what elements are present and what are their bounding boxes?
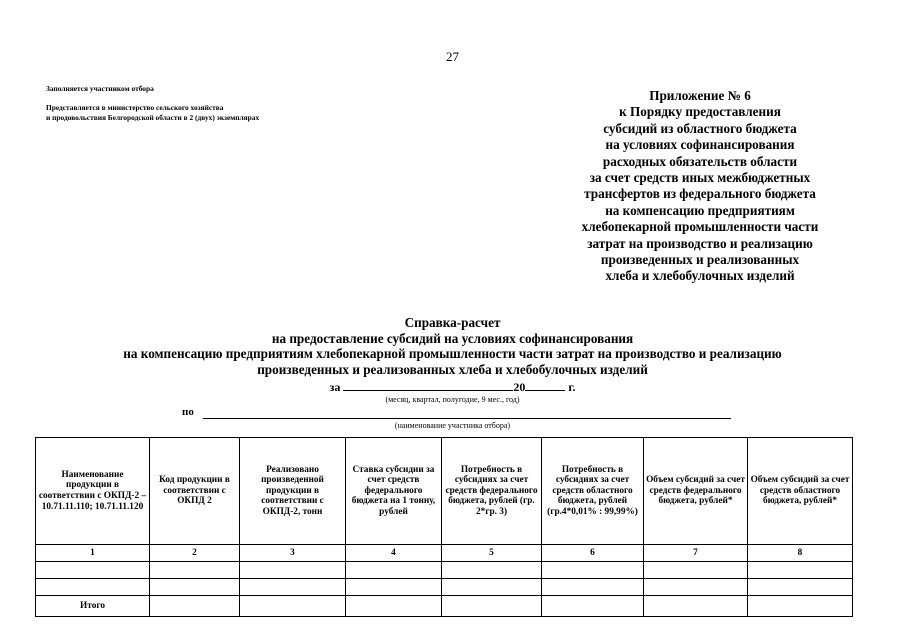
table-cell[interactable]: [150, 562, 240, 579]
column-number: 1: [36, 545, 150, 562]
table-cell[interactable]: [150, 579, 240, 596]
column-number: 5: [442, 545, 542, 562]
total-label: Итого: [36, 596, 150, 617]
appendix-line: хлебопекарной промышленности части: [581, 219, 819, 235]
table-cell[interactable]: [346, 562, 442, 579]
title-line: на предоставление субсидий на условиях софинансирования: [271, 330, 634, 346]
participant-blank[interactable]: [203, 418, 731, 419]
table-cell[interactable]: [542, 562, 644, 579]
period-year-prefix: 20: [513, 380, 526, 394]
table-header-row: [36, 438, 853, 545]
header-cell: Наименование продукции в соответствии с ОКПД-2 – 10.71.11.110; 10.71.11.120: [36, 438, 150, 545]
column-number: 6: [542, 545, 644, 562]
column-number: 2: [150, 545, 240, 562]
table-cell[interactable]: [748, 596, 853, 617]
title-line: Справка-расчет: [404, 315, 501, 330]
table-cell[interactable]: [542, 596, 644, 617]
header-cell: Объем субсидий за счет средств федерального бюджета, рублей*: [644, 438, 748, 545]
title-line: на компенсацию предприятиям хлебопекарной промышленности части затрат на производство и реализацию: [123, 346, 782, 361]
header-cell: Потребность в субсидиях за счет средств федерального бюджета, рублей (гр. 2*гр. 3): [442, 438, 542, 545]
appendix-line: произведенных и реализованных: [600, 252, 800, 268]
header-cell: Реализовано произведенной продукции в соответствии с ОКПД-2, тонн: [240, 438, 346, 545]
table-cell[interactable]: [36, 562, 150, 579]
table-cell[interactable]: [36, 579, 150, 596]
period-caption: (месяц, квартал, полугодие, 9 мес., год): [385, 395, 520, 404]
appendix-line: на условиях софинансирования: [605, 137, 795, 153]
appendix-line: Приложение № 6: [649, 88, 751, 103]
table-cell[interactable]: [442, 562, 542, 579]
table-cell[interactable]: [748, 562, 853, 579]
table-cell[interactable]: [240, 562, 346, 579]
document-title: [0, 315, 905, 377]
participant-caption: (наименование участника отбора): [394, 421, 511, 430]
column-number: 7: [644, 545, 748, 562]
table-cell[interactable]: [346, 596, 442, 617]
period-blank[interactable]: [343, 380, 513, 391]
total-row: [36, 596, 853, 617]
page-number: 27: [446, 49, 459, 64]
table-cell[interactable]: [346, 579, 442, 596]
column-number-row: [36, 545, 853, 562]
column-number: 4: [346, 545, 442, 562]
period-year-blank[interactable]: [525, 380, 565, 391]
column-number: 3: [240, 545, 346, 562]
header-cell: Объем субсидий за счет средств областного бюджета, рублей*: [748, 438, 853, 545]
header-cell: Код продукции в соответствии с ОКПД 2: [150, 438, 240, 545]
appendix-line: субсидий из областного бюджета: [603, 120, 797, 136]
appendix-heading: [540, 88, 860, 285]
table-cell[interactable]: [542, 579, 644, 596]
appendix-line: расходных обязательств области: [602, 153, 798, 169]
appendix-line: за счет средств иных межбюджетных: [589, 170, 811, 186]
column-number: 8: [748, 545, 853, 562]
filled-by-note: Заполняется участником отбора: [46, 84, 154, 93]
submission-note-line-2: и продовольствия Белгородской области в 2 (двух) экземплярах: [46, 113, 260, 122]
table-cell[interactable]: [442, 579, 542, 596]
appendix-line: затрат на производство и реализацию: [587, 235, 813, 251]
table-cell[interactable]: [150, 596, 240, 617]
table-cell[interactable]: [240, 596, 346, 617]
header-cell: Потребность в субсидиях за счет средств областного бюджета, рублей (гр.4*0,01% : 99,99%): [542, 438, 644, 545]
appendix-line: трансфертов из федерального бюджета: [584, 186, 816, 202]
header-cell: Ставка субсидии за счет средств федерального бюджета на 1 тонну, рублей: [346, 438, 442, 545]
table-cell[interactable]: [240, 579, 346, 596]
appendix-line: хлеба и хлебобулочных изделий: [605, 268, 795, 284]
appendix-line: на компенсацию предприятиям: [605, 202, 795, 218]
appendix-line: к Порядку предоставления: [619, 104, 781, 120]
table-cell[interactable]: [644, 579, 748, 596]
title-line: произведенных и реализованных хлеба и хлебобулочных изделий: [257, 361, 648, 377]
table-cell[interactable]: [644, 562, 748, 579]
submission-note-line-1: Представляется в министерство сельского хозяйства: [46, 103, 224, 112]
table-row: [36, 579, 853, 596]
subsidy-calculation-table: [35, 437, 853, 617]
table-cell[interactable]: [442, 596, 542, 617]
table-cell[interactable]: [644, 596, 748, 617]
table-cell[interactable]: [748, 579, 853, 596]
period-suffix: г.: [568, 380, 576, 394]
period-prefix: за: [329, 380, 341, 394]
period-line: [0, 380, 905, 395]
participant-prefix: по: [182, 406, 194, 418]
table-row: [36, 562, 853, 579]
